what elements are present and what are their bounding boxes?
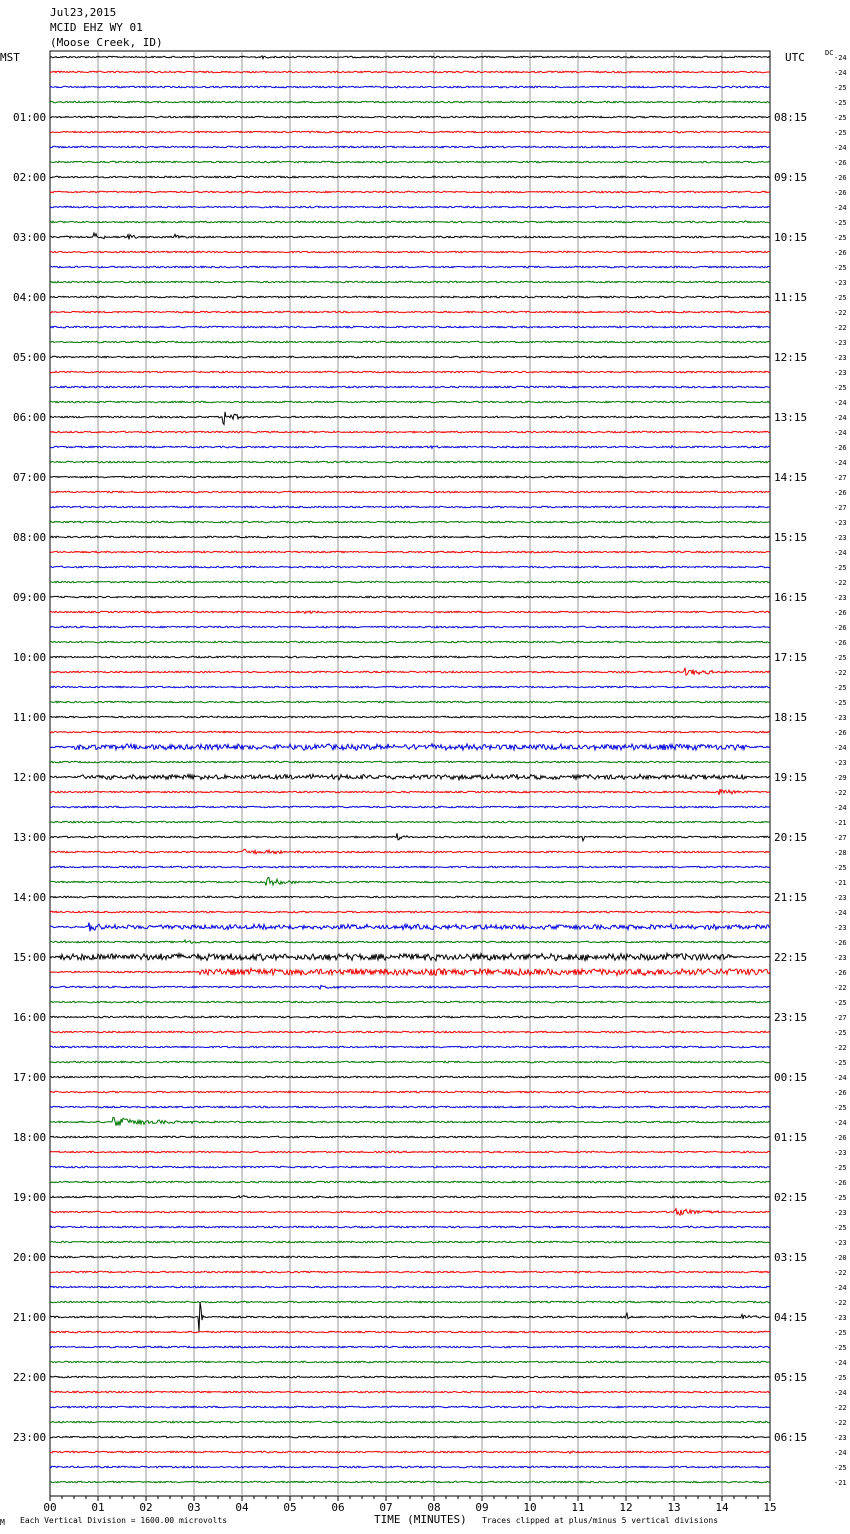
trace-line <box>50 849 770 854</box>
left-hour-label: 16:00 <box>13 1011 47 1024</box>
dc-offset-label: -22 <box>834 324 847 332</box>
dc-offset-label: -22 <box>834 1269 847 1277</box>
dc-offset-label: -23 <box>834 759 847 767</box>
trace-line <box>50 1406 770 1408</box>
trace-line <box>50 806 770 808</box>
left-hour-label: 18:00 <box>13 1131 47 1144</box>
left-hour-label: 02:00 <box>13 171 47 184</box>
dc-offset-label: -22 <box>834 1419 847 1427</box>
trace-line <box>50 923 770 932</box>
dc-offset-label: -23 <box>834 954 847 962</box>
header-station: MCID EHZ WY 01 <box>50 21 143 34</box>
trace-line <box>50 206 770 208</box>
trace-line <box>50 311 770 313</box>
left-hour-label: 20:00 <box>13 1251 47 1264</box>
left-hour-label: 09:00 <box>13 591 47 604</box>
dc-offset-label: -25 <box>834 264 847 272</box>
dc-offset-label: -25 <box>834 1164 847 1172</box>
trace-line <box>50 596 770 598</box>
x-tick-label: 05 <box>283 1501 297 1514</box>
dc-offset-label: -25 <box>834 234 847 242</box>
left-timezone-label: MST <box>0 51 20 64</box>
dc-offset-label: -24 <box>834 549 847 557</box>
trace-line <box>50 1031 770 1033</box>
trace-line <box>50 386 770 388</box>
trace-line <box>50 1001 770 1003</box>
dc-offset-label: -23 <box>834 1314 847 1322</box>
trace-line <box>50 761 770 763</box>
right-hour-label: 00:15 <box>774 1071 808 1084</box>
trace-line <box>50 1151 770 1153</box>
x-tick-label: 03 <box>187 1501 201 1514</box>
left-hour-label: 23:00 <box>13 1431 47 1444</box>
trace-line <box>50 233 770 239</box>
trace-line <box>50 641 770 643</box>
trace-line <box>50 506 770 508</box>
trace-line <box>50 626 770 628</box>
right-hour-label: 01:15 <box>774 1131 808 1144</box>
dc-offset-label: -24 <box>834 804 847 812</box>
right-hour-label: 15:15 <box>774 531 808 544</box>
left-hour-label: 03:00 <box>13 231 47 244</box>
left-hour-label: 10:00 <box>13 651 47 664</box>
dc-offset-label: -26 <box>834 624 847 632</box>
trace-line <box>50 968 770 975</box>
dc-offset-label: -23 <box>834 534 847 542</box>
dc-offset-label: -25 <box>834 1194 847 1202</box>
dc-offset-label: -26 <box>834 489 847 497</box>
dc-offset-label: -26 <box>834 189 847 197</box>
trace-line <box>50 476 770 478</box>
dc-offset-label: -23 <box>834 1239 847 1247</box>
header-location: (Moose Creek, ID) <box>50 36 163 49</box>
dc-offset-label: -26 <box>834 159 847 167</box>
clip-note: Traces clipped at plus/minus 5 vertical divisions <box>482 1516 719 1525</box>
trace-line <box>50 1181 770 1183</box>
right-hour-label: 04:15 <box>774 1311 808 1324</box>
trace-line <box>50 911 770 913</box>
trace-line <box>50 1136 770 1138</box>
right-hour-label: 17:15 <box>774 651 808 664</box>
dc-offset-label: -26 <box>834 969 847 977</box>
dc-offset-label: -25 <box>834 564 847 572</box>
dc-offset-label: -26 <box>834 444 847 452</box>
dc-offset-label: -25 <box>834 1029 847 1037</box>
trace-line <box>50 191 770 193</box>
trace-line <box>50 1209 770 1216</box>
dc-offset-label: -25 <box>834 384 847 392</box>
x-tick-label: 07 <box>379 1501 393 1514</box>
trace-line <box>50 731 770 733</box>
dc-offset-label: -26 <box>834 939 847 947</box>
trace-line <box>50 412 770 425</box>
dc-offset-label: -25 <box>834 1104 847 1112</box>
trace-line <box>50 446 770 449</box>
left-hour-label: 06:00 <box>13 411 47 424</box>
trace-line <box>50 878 770 886</box>
left-hour-label: 04:00 <box>13 291 47 304</box>
right-hour-label: 02:15 <box>774 1191 808 1204</box>
x-tick-label: 11 <box>571 1501 585 1514</box>
dc-offset-label: -25 <box>834 114 847 122</box>
trace-line <box>50 896 770 898</box>
trace-line <box>50 281 770 283</box>
dc-offset-label: -26 <box>834 639 847 647</box>
right-timezone-label: UTC <box>785 51 805 64</box>
trace-line <box>50 1436 770 1438</box>
trace-line <box>50 1391 770 1393</box>
x-tick-label: 01 <box>91 1501 105 1514</box>
right-hour-label: 05:15 <box>774 1371 808 1384</box>
right-hour-label: 16:15 <box>774 591 808 604</box>
dc-offset-label: -27 <box>834 1014 847 1022</box>
dc-offset-label: -25 <box>834 99 847 107</box>
trace-line <box>50 953 770 960</box>
x-tick-label: 02 <box>139 1501 153 1514</box>
left-hour-label: 21:00 <box>13 1311 47 1324</box>
trace-line <box>50 1117 770 1125</box>
x-tick-label: 04 <box>235 1501 249 1514</box>
trace-line <box>50 371 770 373</box>
trace-line <box>50 326 770 328</box>
dc-offset-label: -27 <box>834 474 847 482</box>
dc-offset-label: -22 <box>834 579 847 587</box>
trace-line <box>50 71 770 73</box>
right-hour-label: 13:15 <box>774 411 808 424</box>
trace-line <box>50 1361 770 1363</box>
dc-offset-label: -22 <box>834 1299 847 1307</box>
trace-line <box>50 774 770 780</box>
dc-offset-label: -23 <box>834 339 847 347</box>
dc-offset-label: -22 <box>834 1404 847 1412</box>
trace-line <box>50 656 770 658</box>
dc-offset-label: -26 <box>834 1134 847 1142</box>
left-hour-label: 07:00 <box>13 471 47 484</box>
dc-offset-label: -23 <box>834 279 847 287</box>
trace-line <box>50 1256 770 1258</box>
right-hour-label: 19:15 <box>774 771 808 784</box>
trace-line <box>50 1451 770 1453</box>
dc-offset-label: -23 <box>834 519 847 527</box>
trace-line <box>50 401 770 403</box>
dc-offset-label: -24 <box>834 399 847 407</box>
trace-line <box>50 101 770 103</box>
dc-offset-label: -23 <box>834 894 847 902</box>
trace-line <box>50 56 770 59</box>
right-hour-label: 14:15 <box>774 471 808 484</box>
trace-line <box>50 833 770 841</box>
dc-offset-label: -22 <box>834 669 847 677</box>
dc-offset-label: -25 <box>834 999 847 1007</box>
trace-line <box>50 1286 770 1288</box>
trace-line <box>50 744 770 750</box>
trace-line <box>50 716 770 718</box>
trace-line <box>50 536 770 538</box>
dc-offset-label: -24 <box>834 1359 847 1367</box>
dc-offset-label: -24 <box>834 69 847 77</box>
trace-line <box>50 1346 770 1348</box>
dc-offset-label: -25 <box>834 294 847 302</box>
trace-line <box>50 1421 770 1423</box>
trace-line <box>50 251 770 253</box>
dc-offset-label: -25 <box>834 699 847 707</box>
trace-line <box>50 131 770 133</box>
left-hour-label: 13:00 <box>13 831 47 844</box>
trace-line <box>50 266 770 268</box>
dc-offset-label: -26 <box>834 609 847 617</box>
trace-line <box>50 1076 770 1078</box>
trace-line <box>50 1301 770 1303</box>
dc-offset-label: -26 <box>834 1089 847 1097</box>
dc-offset-label: -25 <box>834 1464 847 1472</box>
trace-line <box>50 551 770 553</box>
dc-offset-label: -23 <box>834 924 847 932</box>
trace-line <box>50 1302 770 1332</box>
dc-offset-label: -24 <box>834 204 847 212</box>
dc-offset-label: -22 <box>834 789 847 797</box>
dc-offset-label: -24 <box>834 1119 847 1127</box>
dc-offset-label: -23 <box>834 354 847 362</box>
trace-line <box>50 296 770 298</box>
dc-offset-label: -25 <box>834 219 847 227</box>
trace-line <box>50 1196 770 1198</box>
dc-offset-label: -24 <box>834 1449 847 1457</box>
trace-line <box>50 701 770 703</box>
trace-line <box>50 491 770 493</box>
x-tick-label: 14 <box>715 1501 729 1514</box>
left-hour-label: 22:00 <box>13 1371 47 1384</box>
trace-line <box>50 221 770 223</box>
dc-offset-label: -26 <box>834 174 847 182</box>
trace-line <box>50 356 770 358</box>
trace-line <box>50 668 770 675</box>
dc-offset-label: -24 <box>834 414 847 422</box>
right-hour-label: 20:15 <box>774 831 808 844</box>
dc-offset-label: -23 <box>834 714 847 722</box>
dc-offset-label: -22 <box>834 1044 847 1052</box>
dc-offset-label: -24 <box>834 1284 847 1292</box>
dc-offset-label: -23 <box>834 594 847 602</box>
right-hour-label: 18:15 <box>774 711 808 724</box>
dc-offset-label: -27 <box>834 834 847 842</box>
trace-line <box>50 1016 770 1018</box>
right-hour-label: 21:15 <box>774 891 808 904</box>
right-hour-label: 11:15 <box>774 291 808 304</box>
x-tick-label: 10 <box>523 1501 537 1514</box>
right-hour-label: 09:15 <box>774 171 808 184</box>
right-hour-label: 23:15 <box>774 1011 808 1024</box>
left-hour-label: 05:00 <box>13 351 47 364</box>
dc-offset-label: -23 <box>834 1149 847 1157</box>
dc-label: DC <box>825 49 834 57</box>
dc-offset-label: -21 <box>834 1479 847 1487</box>
trace-line <box>50 1106 770 1108</box>
dc-offset-label: -24 <box>834 54 847 62</box>
dc-offset-label: -25 <box>834 129 847 137</box>
trace-line <box>50 821 770 823</box>
trace-line <box>50 1241 770 1243</box>
trace-line <box>50 461 770 463</box>
trace-line <box>50 1331 770 1333</box>
x-tick-label: 12 <box>619 1501 633 1514</box>
dc-offset-label: -21 <box>834 879 847 887</box>
dc-offset-label: -22 <box>834 984 847 992</box>
right-hour-label: 03:15 <box>774 1251 808 1264</box>
trace-line <box>50 146 770 148</box>
dc-offset-label: -24 <box>834 1389 847 1397</box>
trace-line <box>50 566 770 568</box>
x-tick-label: 06 <box>331 1501 345 1514</box>
trace-line <box>50 176 770 178</box>
dc-offset-label: -25 <box>834 864 847 872</box>
x-tick-label: 13 <box>667 1501 681 1514</box>
dc-offset-label: -26 <box>834 249 847 257</box>
trace-line <box>50 341 770 343</box>
dc-offset-label: -25 <box>834 1329 847 1337</box>
trace-line <box>50 789 770 795</box>
dc-offset-label: -23 <box>834 369 847 377</box>
dc-offset-label: -24 <box>834 429 847 437</box>
dc-offset-label: -23 <box>834 1209 847 1217</box>
trace-line <box>50 1226 770 1228</box>
dc-offset-label: -25 <box>834 1059 847 1067</box>
dc-offset-label: -25 <box>834 84 847 92</box>
right-hour-label: 08:15 <box>774 111 808 124</box>
dc-offset-label: -24 <box>834 459 847 467</box>
trace-line <box>50 161 770 163</box>
trace-line <box>50 1061 770 1063</box>
header-date: Jul23,2015 <box>50 6 117 19</box>
dc-offset-label: -21 <box>834 819 847 827</box>
corner-mark: M <box>0 1518 5 1527</box>
trace-line <box>50 521 770 523</box>
trace-line <box>50 86 770 88</box>
trace-line <box>50 431 770 433</box>
dc-offset-label: -24 <box>834 144 847 152</box>
left-hour-label: 17:00 <box>13 1071 47 1084</box>
dc-offset-label: -23 <box>834 1434 847 1442</box>
x-tick-label: 15 <box>763 1501 777 1514</box>
right-hour-label: 10:15 <box>774 231 808 244</box>
trace-line <box>50 1046 770 1048</box>
right-hour-label: 06:15 <box>774 1431 808 1444</box>
right-hour-label: 12:15 <box>774 351 808 364</box>
left-hour-label: 19:00 <box>13 1191 47 1204</box>
dc-offset-label: -25 <box>834 1344 847 1352</box>
dc-offset-label: -25 <box>834 1224 847 1232</box>
trace-line <box>50 1166 770 1168</box>
dc-offset-label: -26 <box>834 729 847 737</box>
dc-offset-label: -28 <box>834 849 847 857</box>
left-hour-label: 14:00 <box>13 891 47 904</box>
scale-note: Each Vertical Division = 1600.00 microvolts <box>20 1516 228 1525</box>
dc-offset-label: -29 <box>834 774 847 782</box>
dc-offset-label: -24 <box>834 744 847 752</box>
trace-line <box>50 1271 770 1273</box>
trace-line <box>50 1481 770 1483</box>
trace-line <box>50 866 770 868</box>
x-tick-label: 09 <box>475 1501 489 1514</box>
trace-line <box>50 1376 770 1378</box>
dc-offset-label: -20 <box>834 1254 847 1262</box>
trace-line <box>50 1091 770 1093</box>
dc-offset-label: -25 <box>834 684 847 692</box>
x-tick-label: 08 <box>427 1501 441 1514</box>
dc-offset-label: -24 <box>834 909 847 917</box>
trace-line <box>50 940 770 943</box>
dc-offset-label: -26 <box>834 1179 847 1187</box>
trace-line <box>50 985 770 989</box>
dc-offset-label: -25 <box>834 654 847 662</box>
left-hour-label: 01:00 <box>13 111 47 124</box>
trace-line <box>50 116 770 118</box>
left-hour-label: 12:00 <box>13 771 47 784</box>
trace-line <box>50 686 770 688</box>
dc-offset-label: -24 <box>834 1074 847 1082</box>
x-axis-title: TIME (MINUTES) <box>374 1513 467 1526</box>
left-hour-label: 08:00 <box>13 531 47 544</box>
left-hour-label: 11:00 <box>13 711 47 724</box>
trace-line <box>50 1466 770 1468</box>
dc-offset-label: -27 <box>834 504 847 512</box>
dc-offset-label: -25 <box>834 1374 847 1382</box>
left-hour-label: 15:00 <box>13 951 47 964</box>
dc-offset-label: -22 <box>834 309 847 317</box>
right-hour-label: 22:15 <box>774 951 808 964</box>
trace-line <box>50 581 770 583</box>
x-tick-label: 00 <box>43 1501 57 1514</box>
trace-line <box>50 611 770 614</box>
